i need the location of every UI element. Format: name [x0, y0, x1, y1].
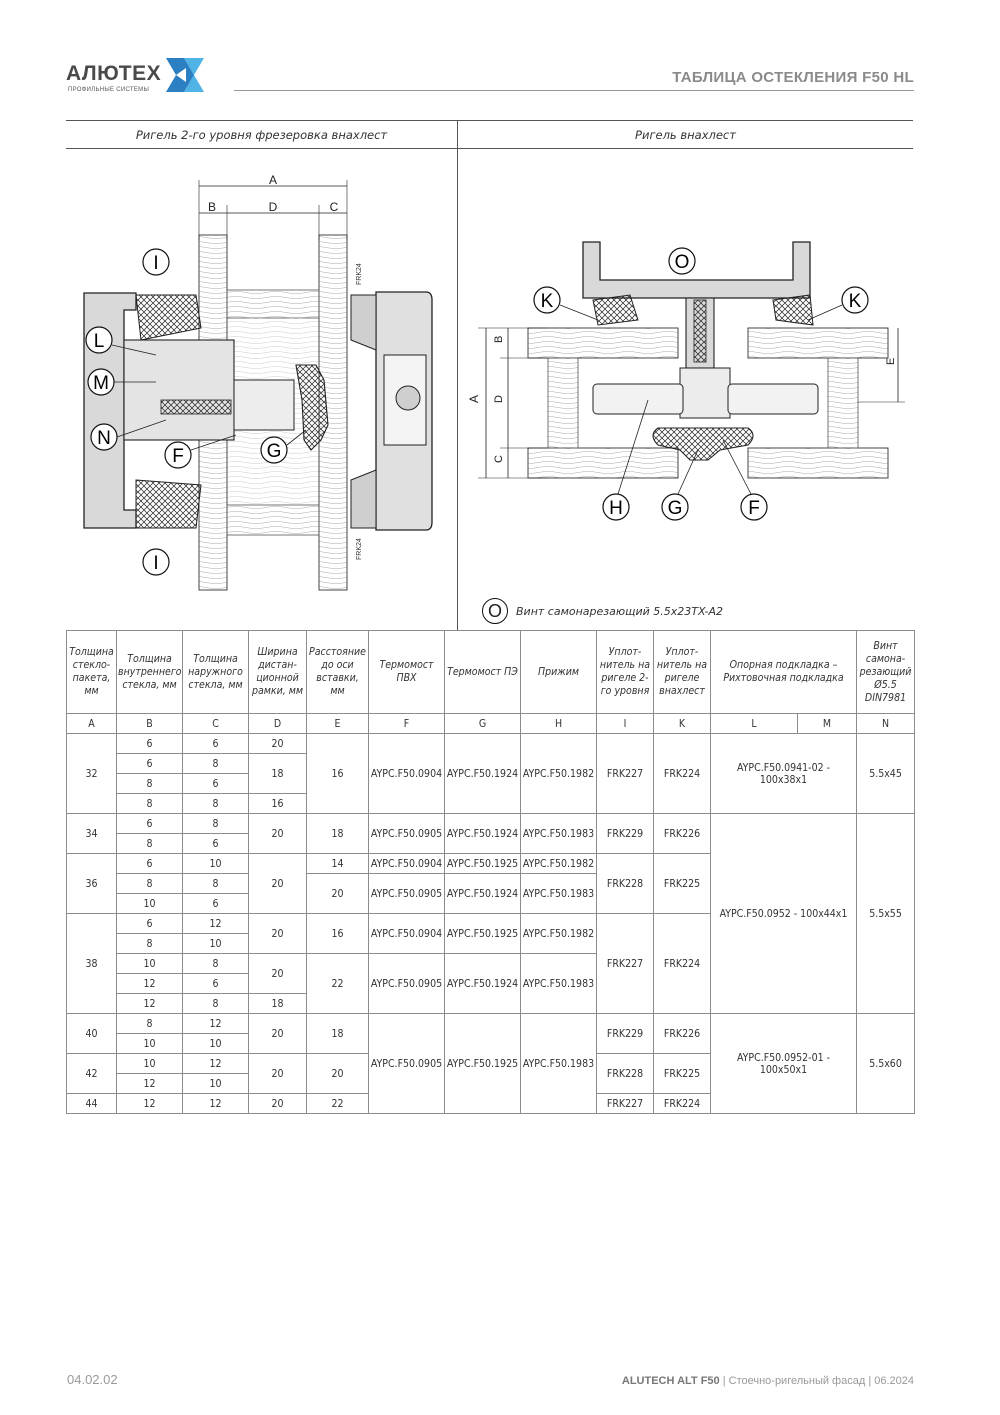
- table-row: 6 8 18: [67, 754, 915, 774]
- document-title: ТАБЛИЦА ОСТЕКЛЕНИЯ F50 HL: [672, 69, 914, 86]
- dim-label: D: [493, 395, 505, 403]
- table-row: 44 12 12 20 22 FRK227 FRK224: [67, 1094, 915, 1114]
- logo-text: АЛЮТЕХ: [66, 62, 162, 85]
- callout-f: [165, 442, 191, 468]
- letter-cell: F: [369, 714, 445, 734]
- svg-text:M: M: [93, 373, 109, 394]
- letter-cell: D: [249, 714, 307, 734]
- table-row: 10 6: [67, 894, 915, 914]
- svg-text:H: H: [609, 498, 623, 519]
- callout-i-top: [143, 249, 169, 275]
- header-cell: Опорная подкладка – Рихтовочная подкладка: [711, 631, 857, 714]
- table-row: 8 8 20 AYPC.F50.0905 AYPC.F50.1924 AYPC.F50.1983: [67, 874, 915, 894]
- table-row: 36 6 10 20 14 AYPC.F50.0904 AYPC.F50.1925 AYPC.F50.1982 FRK228 FRK225: [67, 854, 915, 874]
- right-section-drawing: [458, 150, 913, 525]
- letter-cell: H: [521, 714, 597, 734]
- dim-label: E: [885, 357, 897, 365]
- callout-g: [261, 437, 287, 463]
- dim-label: B: [493, 335, 505, 343]
- svg-text:G: G: [667, 498, 683, 519]
- screw-note: [482, 598, 723, 624]
- letter-cell: G: [445, 714, 521, 734]
- table-row: 12 6: [67, 974, 915, 994]
- svg-text:G: G: [266, 441, 282, 462]
- table-row: 12 10: [67, 1074, 915, 1094]
- svg-text:K: K: [540, 291, 554, 312]
- svg-text:I: I: [153, 553, 159, 574]
- callout-f: [741, 494, 767, 520]
- header-cell: Толщина внутреннего стекла, мм: [117, 631, 183, 714]
- callout-m: [88, 369, 114, 395]
- brand-logo: [66, 56, 216, 96]
- header-cell: Толщина стекло-пакета, мм: [67, 631, 117, 714]
- table-row: 32 6 6 20 16 AYPC.F50.0904 AYPC.F50.1924 AYPC.F50.1982 FRK227 FRK224 AYPC.F50.0941-02 - 100x38x1 5.5x45: [67, 734, 915, 754]
- right-panel-title: Ригель внахлест: [457, 120, 913, 149]
- letter-cell: A: [67, 714, 117, 734]
- table-row: 8 8 16: [67, 794, 915, 814]
- dim-label: D: [268, 200, 278, 214]
- header-cell: Уплот-нитель на ригеле 2-го уровня: [597, 631, 654, 714]
- dim-label: A: [268, 173, 278, 187]
- note-text: Винт самонарезающий 5.5x23TX-A2: [516, 604, 724, 618]
- svg-text:N: N: [97, 428, 111, 449]
- letter-cell: E: [307, 714, 369, 734]
- gasket-label: FRK24: [356, 263, 363, 285]
- callout-g: [662, 494, 688, 520]
- table-row: 10 8 20 22 AYPC.F50.0905 AYPC.F50.1924 AYPC.F50.1983: [67, 954, 915, 974]
- glazing-table: [66, 630, 915, 1114]
- table-row: 8 6: [67, 834, 915, 854]
- footer-rest: | Стоечно-ригельный фасад | 06.2024: [719, 1375, 914, 1387]
- table-row: 8 6: [67, 774, 915, 794]
- dim-label: A: [467, 394, 481, 403]
- table-row: 42 10 12 20 20 FRK228 FRK225: [67, 1054, 915, 1074]
- dim-label: B: [207, 200, 217, 214]
- svg-text:K: K: [848, 291, 862, 312]
- svg-text:I: I: [153, 253, 159, 274]
- svg-text:F: F: [172, 446, 184, 467]
- header-cell: Ширина дистан-ционной рамки, мм: [249, 631, 307, 714]
- letter-cell: B: [117, 714, 183, 734]
- callout-k-left: [534, 287, 560, 313]
- header-cell: Термомост ПВХ: [369, 631, 445, 714]
- callout-i-bottom: [143, 549, 169, 575]
- header-cell: Толщина наружного стекла, мм: [183, 631, 249, 714]
- footer-info: [622, 1375, 914, 1387]
- left-panel-title: Ригель 2-го уровня фрезеровка внахлест: [66, 120, 457, 149]
- callout-o: [669, 248, 695, 274]
- logo-mark-icon: [164, 56, 206, 94]
- letter-cell: C: [183, 714, 249, 734]
- note-callout: O: [482, 598, 508, 624]
- table-row: 8 10: [67, 934, 915, 954]
- footer-brand: ALUTECH ALT F50: [621, 1375, 720, 1387]
- table-row: 10 10: [67, 1034, 915, 1054]
- header-cell: Термомост ПЭ: [445, 631, 521, 714]
- dim-label: C: [329, 200, 339, 214]
- table-row: 38 6 12 20 16 AYPC.F50.0904 AYPC.F50.1925 AYPC.F50.1982 FRK227 FRK224: [67, 914, 915, 934]
- callout-k-right: [842, 287, 868, 313]
- callout-h: [603, 494, 629, 520]
- svg-text:L: L: [93, 331, 105, 352]
- left-section-drawing: [66, 150, 456, 595]
- dim-label: C: [493, 455, 505, 463]
- header-divider: [234, 90, 914, 91]
- page-code: 04.02.02: [67, 1372, 118, 1387]
- gasket-label: FRK24: [356, 538, 363, 560]
- callout-l: [86, 327, 112, 353]
- header-cell: Уплот-нитель на ригеле внахлест: [654, 631, 711, 714]
- header-cell: Расстояние до оси вставки, мм: [307, 631, 369, 714]
- callout-n: [91, 424, 117, 450]
- logo-subtitle: ПРОФИЛЬНЫЕ СИСТЕМЫ: [68, 87, 150, 93]
- letter-cell: M: [798, 714, 857, 734]
- table-row: 34 6 8 20 18 AYPC.F50.0905 AYPC.F50.1924 AYPC.F50.1983 FRK229 FRK226 AYPC.F50.0952 - 100x44x1 5.5x55: [67, 814, 915, 834]
- svg-text:F: F: [748, 498, 760, 519]
- letter-cell: L: [711, 714, 798, 734]
- letter-cell: K: [654, 714, 711, 734]
- letter-cell: I: [597, 714, 654, 734]
- header-cell: Винт самона-резающий Ø5.5 DIN7981: [857, 631, 915, 714]
- table-row: 12 8 18: [67, 994, 915, 1014]
- svg-text:O: O: [674, 252, 690, 273]
- table-row: 40 8 12 20 18 AYPC.F50.0905 AYPC.F50.1925 AYPC.F50.1983 FRK229 FRK226 AYPC.F50.0952-01 - 100x50x1 5.5x60: [67, 1014, 915, 1034]
- header-cell: Прижим: [521, 631, 597, 714]
- letter-cell: N: [857, 714, 915, 734]
